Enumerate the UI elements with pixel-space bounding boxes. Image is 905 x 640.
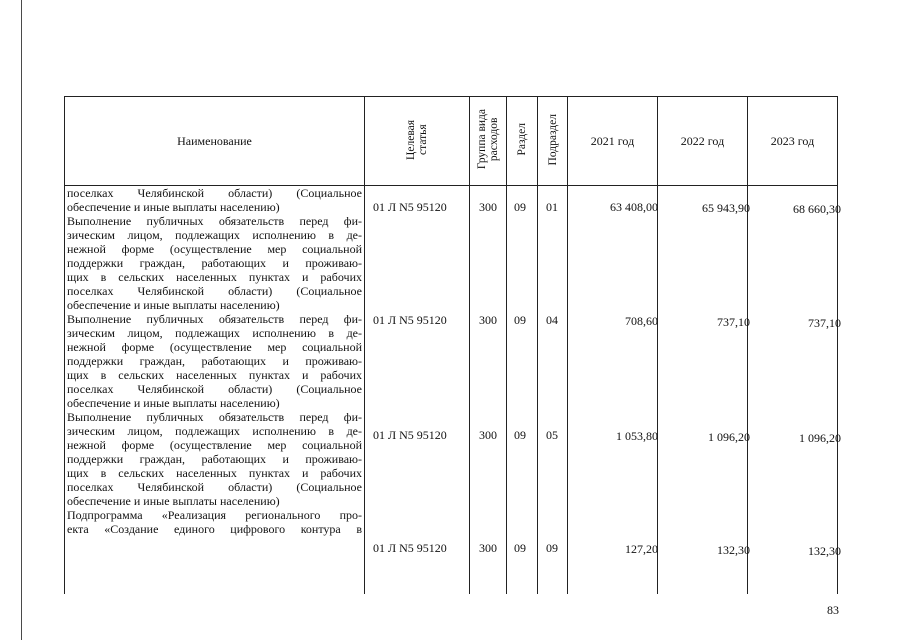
header-group: Группа вида расходов [470, 97, 507, 186]
header-2021: 2021 год [568, 97, 658, 186]
section-column [507, 186, 538, 595]
cell-2021: 127,20 [625, 542, 658, 556]
name-line: Выполнение публичных обязательств перед фи- [67, 410, 362, 424]
name-line: Подпрограмма «Реализация регионального про- [67, 508, 362, 522]
cell-2023: 1 096,20 [799, 431, 841, 445]
cell-2022: 132,30 [717, 543, 750, 557]
cell-2021: 1 053,80 [616, 429, 658, 443]
cell-target: 01 Л N5 95120 [373, 541, 447, 555]
name-line: обеспечение и иные выплаты населению) [67, 298, 280, 312]
cell-section: 09 [514, 313, 526, 327]
cell-section: 09 [514, 200, 526, 214]
cell-2021: 708,60 [625, 314, 658, 328]
group-column [470, 186, 507, 595]
name-line: щих в сельских населенных пунктах и рабочих [67, 270, 362, 284]
target-column [365, 186, 470, 595]
name-line: поддержки граждан, работающих и проживаю- [67, 256, 362, 270]
cell-section: 09 [514, 541, 526, 555]
cell-group: 300 [479, 428, 497, 442]
header-section: Раздел [507, 97, 538, 186]
name-line: обеспечение и иные выплаты населению) [67, 494, 280, 508]
table-header-row [65, 97, 838, 186]
name-line: нежной форме (осуществление мер социальной [67, 340, 362, 354]
name-line: Выполнение публичных обязательств перед фи- [67, 214, 362, 228]
cell-2023: 132,30 [808, 544, 841, 558]
name-line: зическим лицом, подлежащих исполнению в де- [67, 424, 362, 438]
name-line: поселках Челябинской области) (Социальное [67, 382, 362, 396]
name-line: нежной форме (осуществление мер социальной [67, 438, 362, 452]
name-line: нежной форме (осуществление мер социальной [67, 242, 362, 256]
cell-group: 300 [479, 541, 497, 555]
cell-subsection: 09 [546, 541, 558, 555]
name-line: поддержки граждан, работающих и проживаю- [67, 354, 362, 368]
cell-target: 01 Л N5 95120 [373, 200, 447, 214]
header-target: Целевая статья [365, 97, 470, 186]
table-body-row [65, 186, 838, 595]
name-line: поселках Челябинской области) (Социальное [67, 284, 362, 298]
cell-2022: 65 943,90 [702, 201, 750, 215]
name-line: зическим лицом, подлежащих исполнению в де- [67, 228, 362, 242]
cell-target: 01 Л N5 95120 [373, 313, 447, 327]
y2021-column [568, 186, 658, 595]
cell-subsection: 01 [546, 200, 558, 214]
cell-section: 09 [514, 428, 526, 442]
name-line: Выполнение публичных обязательств перед фи- [67, 312, 362, 326]
name-line: щих в сельских населенных пунктах и рабочих [67, 466, 362, 480]
cell-2021: 63 408,00 [610, 200, 658, 214]
cell-2022: 737,10 [717, 315, 750, 329]
name-line: зическим лицом, подлежащих исполнению в де- [67, 326, 362, 340]
name-line: поселках Челябинской области) (Социальное [67, 186, 362, 200]
name-cell [65, 186, 365, 595]
page-number: 83 [827, 603, 839, 617]
name-line: щих в сельских населенных пунктах и рабочих [67, 368, 362, 382]
name-line: обеспечение и иные выплаты населению) [67, 200, 280, 214]
y2022-column [658, 186, 748, 595]
cell-target: 01 Л N5 95120 [373, 428, 447, 442]
cell-subsection: 05 [546, 428, 558, 442]
header-subsection: Подраздел [538, 97, 568, 186]
cell-2023: 68 660,30 [793, 202, 841, 216]
cell-subsection: 04 [546, 313, 558, 327]
subsection-column [538, 186, 568, 595]
y2023-column [748, 186, 838, 595]
header-2022: 2022 год [658, 97, 748, 186]
cell-2022: 1 096,20 [708, 430, 750, 444]
cell-group: 300 [479, 313, 497, 327]
name-line: екта «Создание единого цифрового контура в [67, 522, 362, 536]
scan-margin-line [21, 0, 22, 640]
name-line: обеспечение и иные выплаты населению) [67, 396, 280, 410]
header-2023: 2023 год [748, 97, 838, 186]
cell-2023: 737,10 [808, 316, 841, 330]
name-line: поселках Челябинской области) (Социальное [67, 480, 362, 494]
name-line: поддержки граждан, работающих и проживаю- [67, 452, 362, 466]
header-name: Наименование [65, 97, 365, 186]
budget-table [64, 96, 838, 594]
cell-group: 300 [479, 200, 497, 214]
